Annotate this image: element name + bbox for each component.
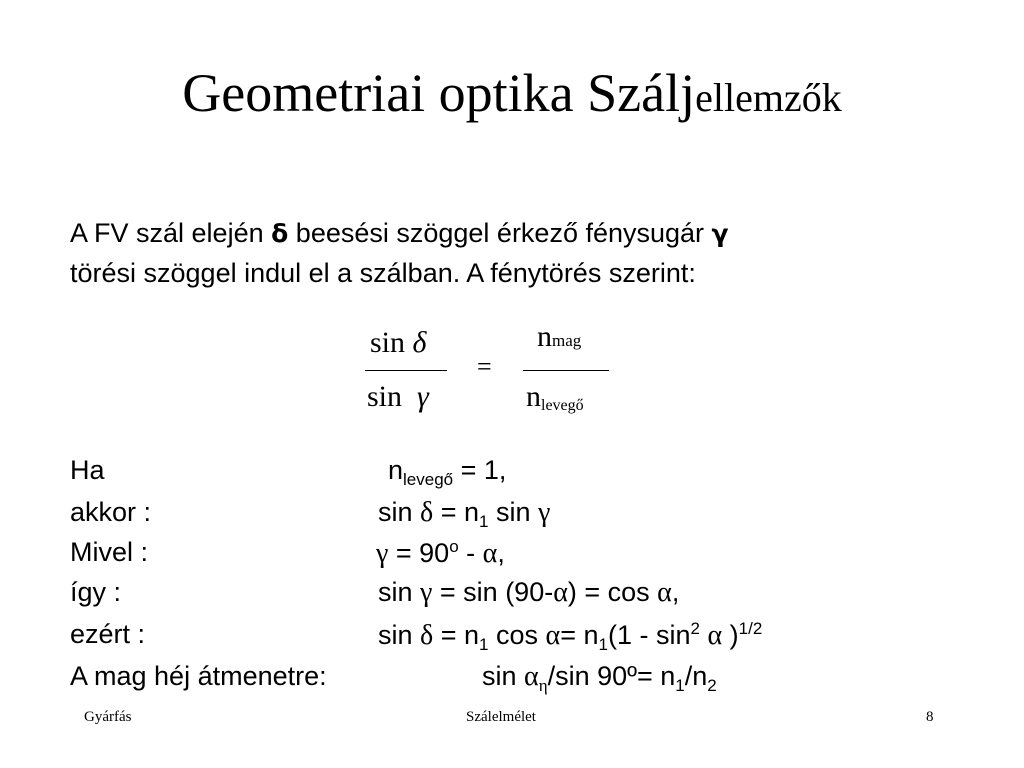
row-expr-igy: sin γ = sin (90-α) = cos α, (378, 577, 680, 608)
row-label-igy: így : (70, 577, 122, 607)
footer-author: Gyárfás (84, 709, 132, 725)
row-expr-ha: $n_{levegő} = 1$, (388, 455, 507, 489)
row-label-mivel: Mivel : (70, 537, 149, 567)
fraction-bar-left (365, 370, 447, 371)
eq-equals: = (477, 352, 492, 381)
footer-page-number: 8 (926, 709, 934, 725)
intro-line-2: törési szöggel indul el a szálban. A fénytörés szerint: (70, 258, 696, 288)
title-main: Geometriai optika Szálj (182, 63, 696, 123)
footer-topic: Szálelmélet (466, 709, 536, 725)
eq-num-right: nmag (537, 320, 582, 353)
eq-num-left: sin δ (370, 326, 427, 359)
eq-den-right: nlevegő (526, 380, 584, 414)
row-expr-mivel: $\gamma = 90^o - \alpha$, (376, 537, 505, 569)
slide-title (0, 62, 1024, 124)
row-label-ha: Ha (70, 455, 105, 485)
gamma-symbol: γ (711, 219, 729, 248)
title-suffix: ellemzők (695, 75, 842, 120)
row-expr-akkor: $\sin \delta = n_1$ sin γ (378, 497, 551, 531)
delta-symbol: δ (271, 219, 289, 248)
row-label-akkor: akkor : (70, 497, 152, 527)
intro-line-1: A FV szál elején δ beesési szöggel érkező fénysugár γ (70, 218, 729, 248)
row-expr-mag-hej: $\sin \alpha_\eta/\sin$ 90º= $n_1/n_2$ (482, 661, 717, 695)
eq-den-left: sin γ (367, 380, 429, 413)
row-expr-ezert: $\sin \delta = n_1$ $\cos \alpha= n_1(1 - \sin^2 \alpha$ )$^{1/2}$ (378, 619, 763, 654)
fraction-bar-right (523, 370, 609, 371)
row-label-ezert: ezért : (70, 619, 146, 649)
row-label-mag-hej: A mag héj átmenetre: (70, 661, 327, 691)
